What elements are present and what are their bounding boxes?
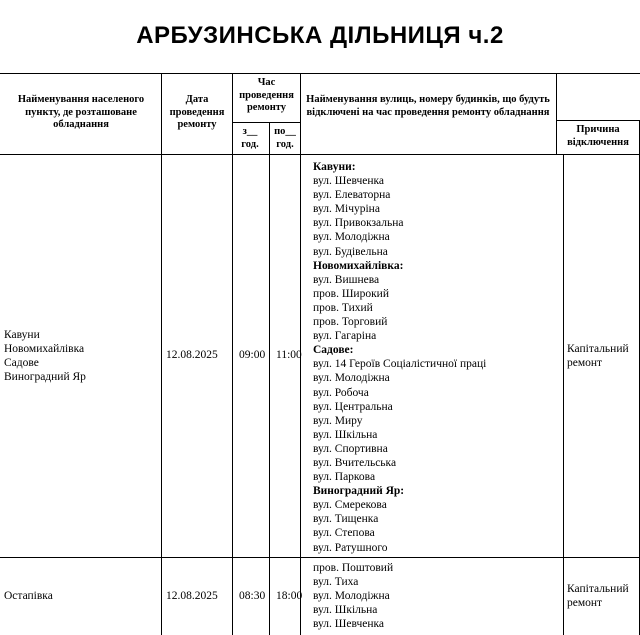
street-item: вул. Мічуріна — [313, 203, 380, 216]
row1-date: 12.08.2025 — [166, 349, 218, 361]
street-item: вул. Елеваторна — [313, 189, 391, 202]
street-item: вул. Тиха — [313, 576, 359, 589]
street-item: вул. Спортивна — [313, 442, 388, 455]
street-item: вул. Будівельна — [313, 245, 388, 258]
header-to: по__ год. — [274, 126, 296, 150]
row2-street-list — [313, 561, 393, 631]
header-reason: Причина відключення — [567, 124, 629, 148]
settlement-name: Виноградний Яр — [4, 371, 86, 383]
settlement-name: Новомихайлівка — [4, 343, 85, 355]
header-streets: Найменування вулиць, номеру будинків, що будуть відключені на час проведення ремонту обладнання — [306, 94, 550, 118]
row1-reason — [567, 342, 629, 370]
reason-line: Капітальний — [567, 343, 629, 355]
settlement-subheading: Кавуни: — [313, 161, 356, 173]
street-item: вул. Привокзальна — [313, 217, 404, 230]
settlement-subheading: Новомихайлівка: — [313, 259, 404, 272]
header-time: Час проведення ремонту — [239, 77, 294, 113]
street-item: вул. Ратушного — [313, 541, 388, 554]
street-item: вул. Робоча — [313, 386, 369, 399]
row1-time-from: 09:00 — [239, 349, 266, 361]
street-item: вул. Шкільна — [313, 604, 378, 617]
header-settlement: Найменування населеного пункту, де розташоване обладнання — [17, 94, 145, 130]
settlement-name: Садове — [4, 357, 39, 369]
row1-time-to: 11:00 — [276, 349, 302, 361]
street-item: вул. Миру — [313, 414, 363, 427]
row2-reason — [567, 582, 629, 610]
row2-time-from: 08:30 — [239, 590, 266, 602]
row2-time-to: 18:00 — [276, 590, 303, 602]
street-item: пров. Торговий — [313, 316, 388, 329]
street-item: вул. Шевченка — [313, 175, 385, 188]
street-item: вул. Степова — [313, 527, 375, 540]
street-item: пров. Поштовий — [313, 562, 394, 574]
page-title: АРБУЗИНСЬКА ДІЛЬНИЦЯ ч.2 — [136, 22, 504, 49]
row2-date: 12.08.2025 — [166, 590, 218, 602]
header-from: з__ год. — [241, 126, 259, 150]
row1-settlements — [4, 328, 159, 384]
street-item: вул. Вчительська — [313, 456, 397, 469]
street-item: вул. Молодіжна — [313, 231, 390, 244]
header-date: Дата проведення ремонту — [169, 94, 225, 130]
street-item: вул. Паркова — [313, 471, 376, 484]
street-item: вул. Молодіжна — [313, 372, 390, 385]
street-item: вул. Молодіжна — [313, 590, 390, 603]
reason-line: ремонт — [567, 357, 603, 369]
reason-line: ремонт — [567, 597, 603, 609]
street-item: вул. Шевченка — [313, 618, 385, 631]
row1-street-list — [313, 160, 486, 555]
settlement-name: Кавуни — [4, 329, 40, 341]
street-item: вул. Гагаріна — [313, 330, 377, 343]
reason-line: Капітальний — [567, 583, 629, 595]
street-item: вул. Смерекова — [313, 499, 387, 512]
street-item: вул. Шкільна — [313, 428, 378, 441]
row2-settlement: Остапівка — [4, 590, 53, 602]
street-item: вул. 14 Героїв Соціалістичної праці — [313, 358, 487, 371]
street-item: вул. Тищенка — [313, 513, 379, 526]
street-item: пров. Тихий — [313, 301, 373, 314]
street-item: вул. Центральна — [313, 400, 393, 413]
street-item: вул. Вишнева — [313, 273, 380, 286]
street-item: пров. Широкий — [313, 287, 389, 300]
settlement-subheading: Садове: — [313, 344, 354, 357]
settlement-subheading: Виноградний Яр: — [313, 485, 405, 498]
